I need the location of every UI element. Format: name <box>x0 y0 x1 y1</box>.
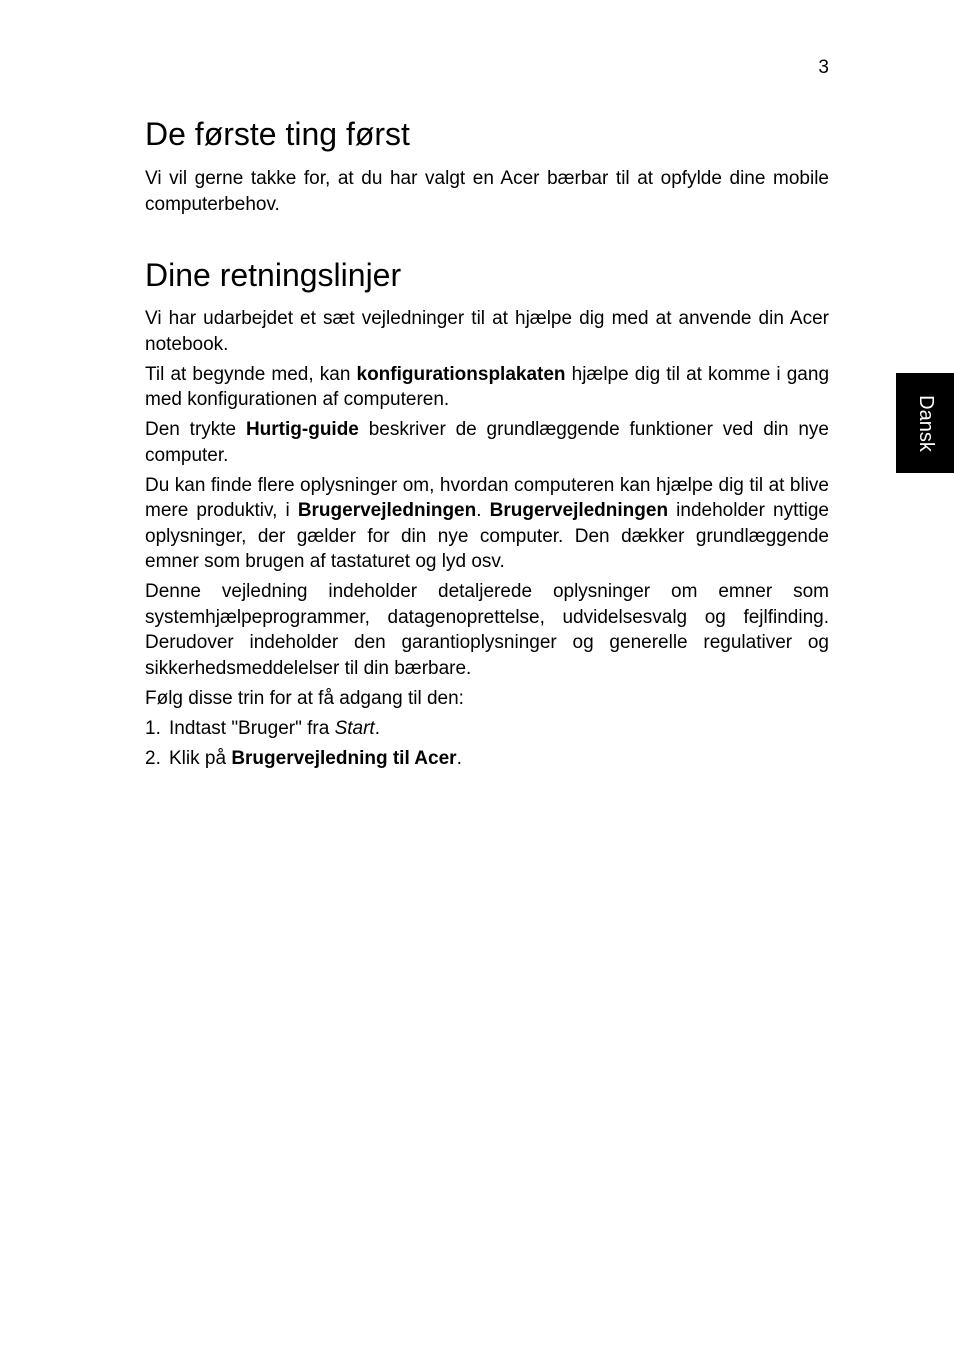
text-span: . <box>456 747 462 769</box>
section1-heading: De første ting først <box>145 116 410 152</box>
user-guide-term: Brugervejledningen <box>297 500 477 521</box>
step-item <box>145 746 829 772</box>
step-text <box>169 746 462 772</box>
language-tab-label: Dansk <box>914 394 937 452</box>
text-span: . <box>374 717 380 739</box>
text-span: indeholder nyttige oplysninger, der gælder for din nye computer. Den dækker grundlæggende emner som brugen af tastaturet og lyd osv. <box>145 500 830 572</box>
section1-paragraph: Vi vil gerne takke for, at du har valgt en Acer bærbar til at opfylde dine mobile computerbehov. <box>145 168 829 215</box>
text-span: hjælpe dig til at komme i gang med konfigurationen af computeren. <box>145 363 830 410</box>
page-number: 3 <box>818 57 829 78</box>
user-guide-paragraph <box>145 473 829 575</box>
step-number: 2. <box>145 747 161 769</box>
text-span: beskriver de grundlæggende funktioner ved din nye computer. <box>145 419 829 466</box>
step-number: 1. <box>145 717 161 739</box>
section2-heading: Dine retningslinjer <box>145 257 402 293</box>
text-span: . <box>476 500 490 521</box>
guide-contents-paragraph: Denne vejledning indeholder detaljerede oplysninger om emner som systemhjælpeprogrammer, datagenoprettelse, udvidelsesvalg og fejlfinding. Derudover indeholder den garantioplysninger og generelle regulativer og sikkerhedsmeddelelser til din bærbare. <box>145 581 829 679</box>
acer-user-guide-term: Brugervejledning til Acer <box>231 747 457 769</box>
page-content <box>145 112 829 776</box>
user-guide-term: Brugervejledningen <box>489 500 669 521</box>
steps-intro: Følg disse trin for at få adgang til den: <box>145 687 464 709</box>
quick-guide-term: Hurtig-guide <box>245 419 359 440</box>
setup-poster-term: konfigurationsplakaten <box>356 363 566 385</box>
text-span: Du kan finde flere oplysninger om, hvordan computeren kan hjælpe dig til at blive mere produktiv, i <box>145 474 829 521</box>
step-item <box>145 716 829 742</box>
text-span: Klik på <box>169 747 232 769</box>
text-span: Til at begynde med, kan <box>145 363 357 385</box>
step-text <box>169 716 380 742</box>
text-span: Den trykte <box>145 419 246 440</box>
quick-guide-paragraph <box>145 417 829 468</box>
setup-poster-paragraph <box>145 362 829 413</box>
text-span: Indtast "Bruger" fra <box>169 717 335 739</box>
start-term: Start <box>334 717 375 739</box>
guides-intro-paragraph: Vi har udarbejdet et sæt vejledninger til at hjælpe dig med at anvende din Acer notebook. <box>145 308 829 355</box>
language-tab <box>896 373 954 473</box>
